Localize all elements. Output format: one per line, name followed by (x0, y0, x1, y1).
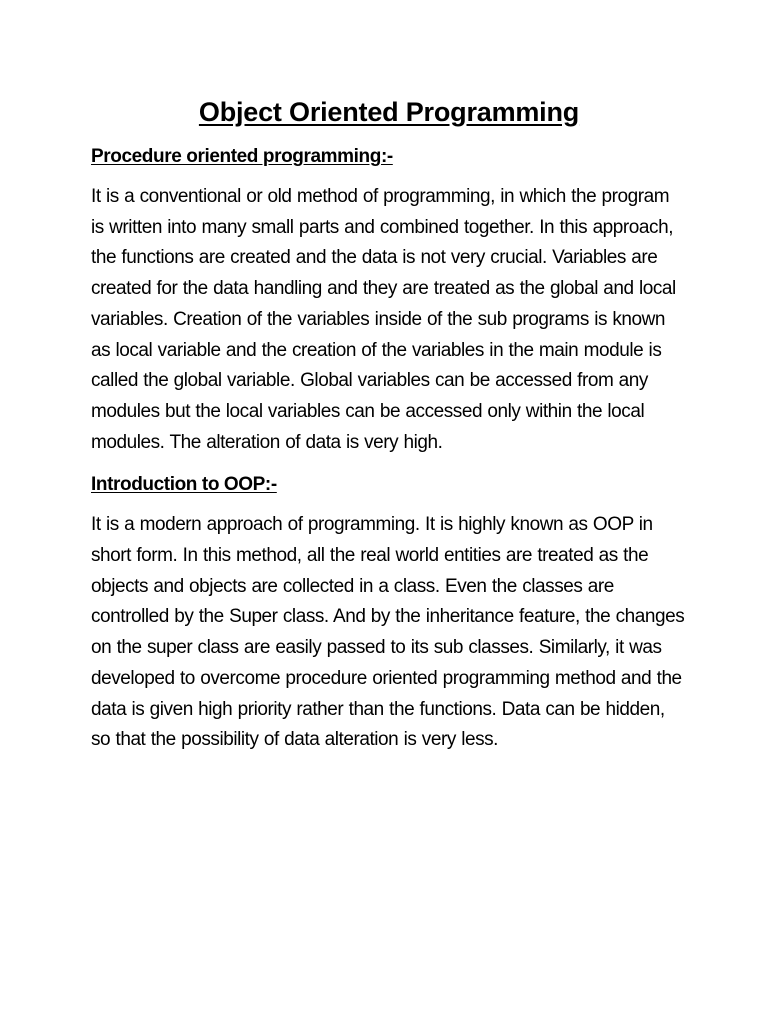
section-heading-introduction-oop: Introduction to OOP:- (91, 474, 277, 496)
section-introduction-oop (91, 472, 687, 756)
document-page (91, 92, 687, 756)
section-heading-procedure-oriented: Procedure oriented programming:- (91, 146, 393, 167)
section-body-introduction-oop: It is a modern approach of programming. It is highly known as OOP in short form. In this method, all the real world entities are treated as the objects and objects are collected in a class. Even the classes are controlled by the Super class. And by the inheritance feature, the changes on the super class are easily passed to its sub classes. Similarly, it was developed to overcome procedure oriented programming method and the data is given high priority rather than the functions. Data can be hidden, so that the possibility of data alteration is very less. (91, 514, 685, 751)
document-title: Object Oriented Programming (198, 97, 580, 127)
section-body-procedure-oriented: It is a conventional or old method of programming, in which the program is written into many small parts and combined together. In this approach, the functions are created and the data is not very crucial. Variables are created for the data handling and they are treated as the global and local variables. Creation of the variables inside of the sub programs is known as local variable and the creation of the variables in the main module is called the global variable. Global variables can be accessed from any modules but the local variables can be accessed only within the local modules. The alteration of data is very high. (91, 186, 676, 453)
section-procedure-oriented (91, 144, 687, 458)
